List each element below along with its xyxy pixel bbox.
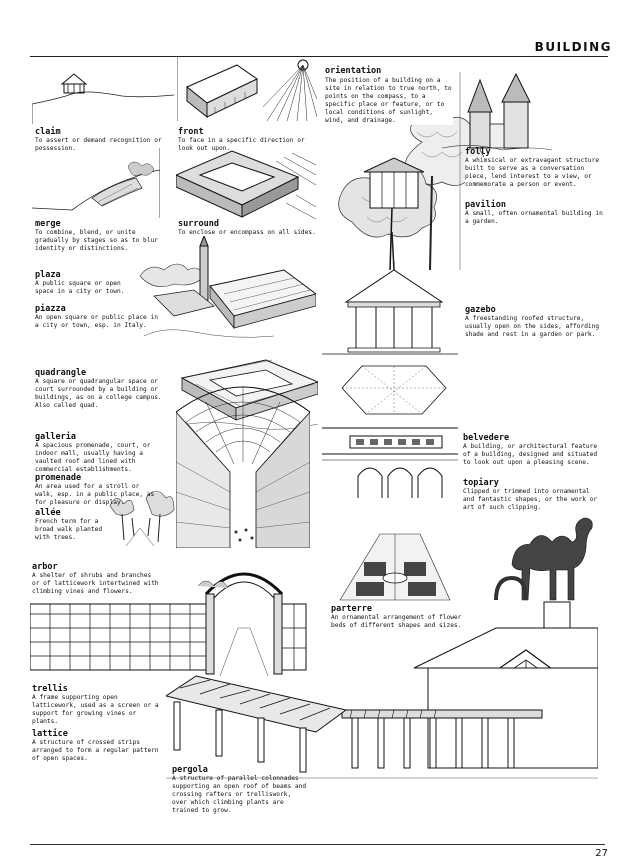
definition-plaza: A public square or open space in a city or town. — [35, 280, 125, 295]
definition-arbor: A shelter of shrubs and branches or of latticework intertwined with climbing vines and flowers. — [32, 572, 159, 595]
surround-illustration — [176, 145, 316, 220]
term-promenade: promenade — [35, 473, 82, 483]
definition-surround: To enclose or encompass on all sides. — [178, 229, 316, 236]
merge-illustration — [32, 148, 160, 218]
definition-piazza: An open square or public place in a city or town, esp. in Italy. — [35, 314, 158, 329]
claim-illustration — [32, 62, 174, 124]
definition-parterre: An ornamental arrangement of flower beds of different shapes and sizes. — [331, 614, 462, 629]
definition-front: To face in a specific direction or look out upon. — [178, 137, 305, 152]
term-surround: surround — [178, 219, 219, 229]
term-belvedere: belvedere — [463, 433, 510, 443]
term-claim: claim — [35, 127, 61, 137]
term-merge: merge — [35, 219, 61, 229]
definition-claim: To assert or demand recognition or possession. — [35, 137, 162, 152]
term-pergola: pergola — [172, 765, 208, 775]
term-allee: allée — [35, 508, 61, 518]
galleria-illustration — [176, 382, 310, 548]
definition-merge: To combine, blend, or unite gradually by stages so as to blur identity or distinctions. — [35, 229, 158, 252]
term-folly: folly — [465, 147, 491, 157]
term-lattice: lattice — [32, 729, 68, 739]
definition-belvedere: A building, or architectural feature of a building, designed and situated to look out upon a pleasing scene. — [463, 443, 598, 466]
term-gazebo: gazebo — [465, 305, 496, 315]
term-pavilion: pavilion — [465, 200, 506, 210]
term-trellis: trellis — [32, 684, 68, 694]
definition-pergola: A structure of parallel colonnades supporting an open roof of beams and crossing rafters or trelliswork, over which climbing plants are trained to grow. — [172, 775, 307, 814]
term-arbor: arbor — [32, 562, 58, 572]
definition-allee: French term for a broad walk planted with trees. — [35, 518, 103, 541]
term-galleria: galleria — [35, 432, 76, 442]
term-piazza: piazza — [35, 304, 66, 314]
term-plaza: plaza — [35, 270, 61, 280]
topiary-parterre-illustration — [330, 504, 598, 604]
belvedere-illustration — [322, 424, 458, 500]
header-rule — [30, 56, 608, 57]
section-title: BUILDING — [534, 40, 612, 54]
definition-pavilion: A small, often ornamental building in a garden. — [465, 210, 603, 225]
footer-rule — [30, 844, 605, 845]
definition-trellis: A frame supporting open latticework, used as a screen or a support for growing vines or plants. — [32, 694, 159, 725]
page-number: 27 — [595, 848, 608, 859]
definition-promenade: An area used for a stroll or walk, esp. in a public place, as for pleasure or display. — [35, 483, 155, 506]
definition-folly: A whimsical or extravagant structure built to serve as a conversation piece, lend interest to a view, or commemorate a person or event. — [465, 157, 607, 189]
term-quadrangle: quadrangle — [35, 368, 87, 378]
definition-gazebo: A freestanding roofed structure, usually open on the sides, affording shade and rest in a garden or park. — [465, 315, 600, 338]
term-topiary: topiary — [463, 478, 499, 488]
definition-topiary: Clipped or trimmed into ornamental and fantastic shapes, or the work or art of such clipping. — [463, 488, 598, 511]
definition-galleria: A spacious promenade, court, or indoor mall, usually having a vaulted roof and lined with commercial establishments. — [35, 442, 151, 473]
definition-quadrangle: A square or quadrangular space or court surrounded by a building or buildings, as on a college campus. Also called quad. — [35, 378, 162, 409]
term-parterre: parterre — [331, 604, 372, 614]
front-illustration — [177, 57, 317, 121]
term-orientation: orientation — [325, 66, 382, 76]
gazebo-illustration — [322, 262, 458, 422]
definition-lattice: A structure of crossed strips arranged to form a regular pattern of open spaces. — [32, 739, 159, 762]
definition-orientation: The position of a building on a site in relation to true north, to points on the compass, to a specific place or feature, or to local conditions of sunlight, wind, and drainage. — [325, 77, 452, 124]
term-front: front — [178, 127, 204, 137]
